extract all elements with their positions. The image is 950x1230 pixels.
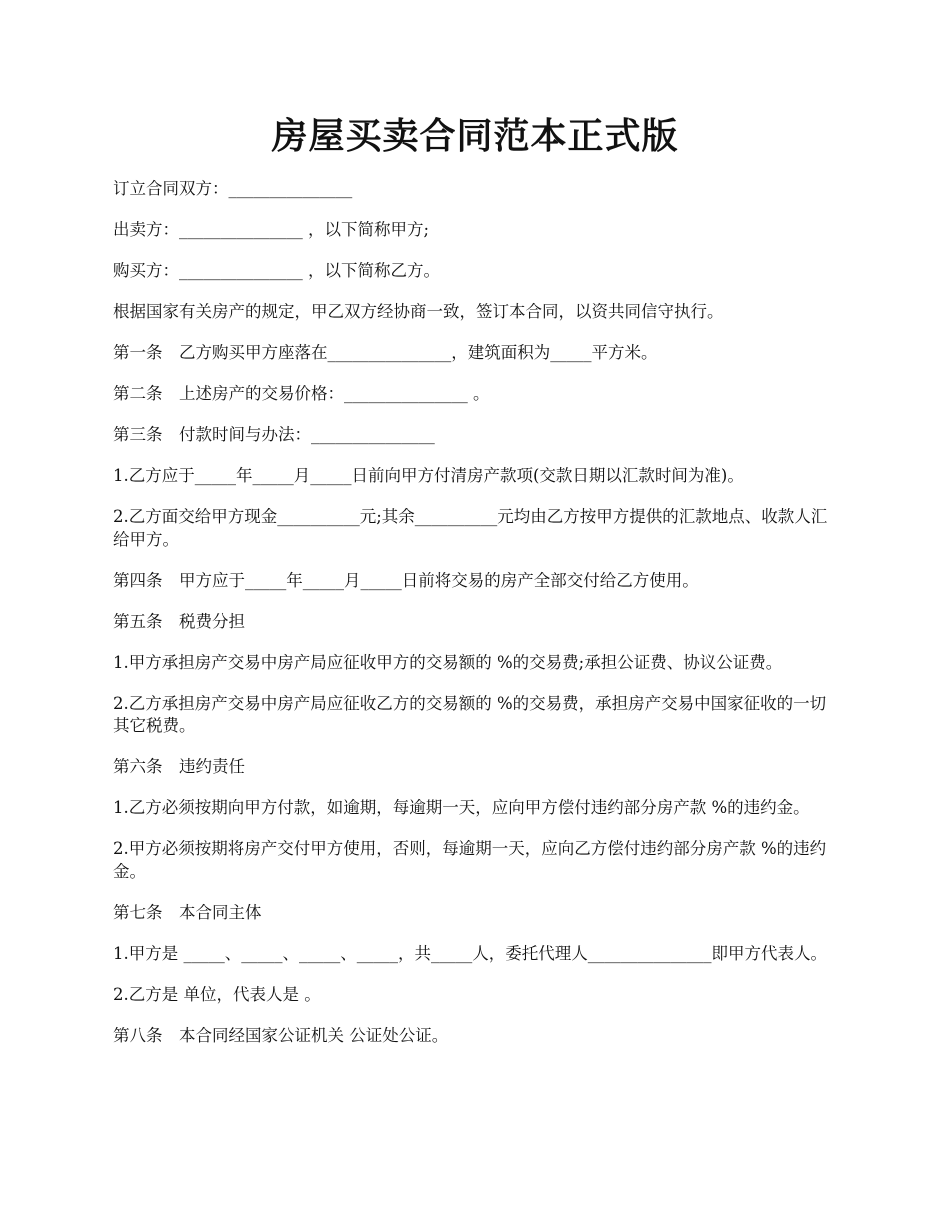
paragraph-article-7-item-1: 1.甲方是 _____、_____、_____、_____，共_____人，委托代理人_______________即甲方代表人。	[113, 943, 827, 963]
paragraph-article-5-item-2: 2.乙方承担房产交易中房产局应征收乙方的交易额的 %的交易费，承担房产交易中国家征收的一切其它税费。	[113, 693, 827, 735]
paragraph-buyer: 购买方：_______________ ，以下简称乙方。	[113, 261, 440, 280]
paragraph-article-3-item-2: 2.乙方面交给甲方现金__________元;其余__________元均由乙方按甲方提供的汇款地点、收款人汇给甲方。	[113, 507, 828, 549]
paragraph-article-4: 第四条 甲方应于_____年_____月_____日前将交易的房产全部交付给乙方使用。	[113, 570, 699, 590]
paragraph-article-5: 第五条 税费分担	[113, 611, 245, 631]
paragraph-preamble: 根据国家有关房产的规定，甲乙双方经协商一致，签订本合同，以资共同信守执行。	[113, 302, 724, 321]
paragraph-article-6-item-1: 1.乙方必须按期向甲方付款，如逾期，每逾期一天，应向甲方偿付违约部分房产款 %的违约金。	[113, 798, 810, 817]
paragraph-article-6: 第六条 违约责任	[113, 757, 245, 776]
paragraph-article-5-item-1: 1.甲方承担房产交易中房产局应征收甲方的交易额的 %的交易费;承担公证费、协议公证费。	[113, 652, 783, 672]
paragraph-article-7-item-2: 2.乙方是 单位，代表人是 。	[113, 984, 321, 1004]
paragraph-article-2: 第二条 上述房产的交易价格：_______________ 。	[113, 384, 490, 403]
paragraph-parties: 订立合同双方：_______________	[113, 179, 353, 198]
paragraph-seller: 出卖方：_______________ ，以下简称甲方;	[113, 220, 430, 239]
paragraph-article-1: 第一条 乙方购买甲方座落在_______________，建筑面积为_____平方米。	[113, 343, 658, 362]
document-body	[113, 178, 841, 1066]
paragraph-article-3: 第三条 付款时间与办法：_______________	[113, 425, 435, 444]
paragraph-article-3-item-1: 1.乙方应于_____年_____月_____日前向甲方付清房产款项(交款日期以汇款时间为准)。	[113, 466, 744, 485]
paragraph-article-8: 第八条 本合同经国家公证机关 公证处公证。	[113, 1025, 449, 1045]
page-title: 房屋买卖合同范本正式版	[271, 115, 679, 157]
paragraph-article-7: 第七条 本合同主体	[113, 902, 262, 922]
paragraph-article-6-item-2: 2.甲方必须按期将房产交付甲方使用，否则，每逾期一天，应向乙方偿付违约部分房产款 %的违约金。	[113, 839, 827, 881]
